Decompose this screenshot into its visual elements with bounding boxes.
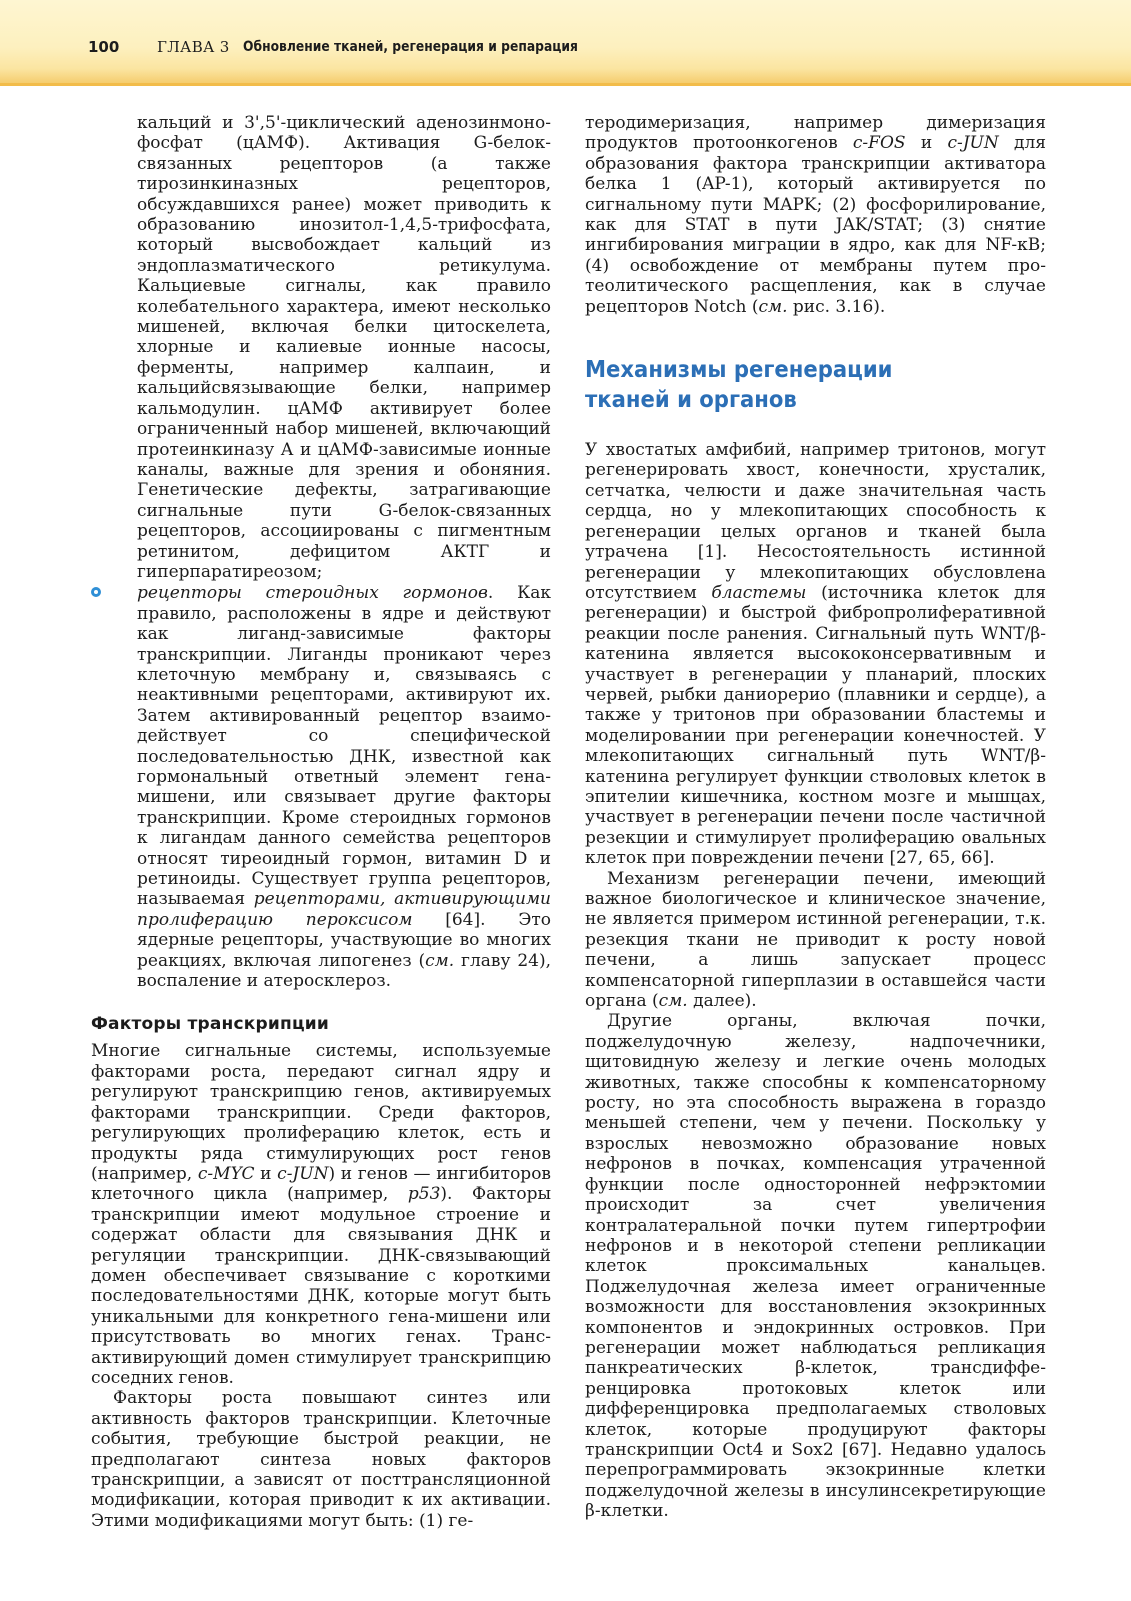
text-run: для образования фактора транскрипции активатора белка 1 (AP-1), который активируется по сигнальному пути MAPK; (2) фосфорилирование, как для STAT в пути JAK/STAT; (3) снятие ингибирования миграции в ядро, как для NF-κB; (4) освобождение от мембраны путем протеолитического расщепления, как в случае рецепторов Notch ( xyxy=(585,133,1046,317)
body-paragraph xyxy=(585,1011,1046,1521)
body-paragraph xyxy=(585,440,1046,869)
text-run: Многие сигнальные системы, используемые факторами роста, передают сигнал ядру и регулируют транскрипцию генов, активируемых факторами транскрипции. Среди факторов, регулирующих пролиферацию клеток, есть и продукты ряда стимулирующих рост генов (например, xyxy=(91,1041,551,1184)
text-run: и xyxy=(905,133,948,154)
italic-run: см. xyxy=(658,991,688,1012)
list-item xyxy=(137,583,551,991)
italic-run: p53 xyxy=(407,1184,441,1205)
italic-run: см. xyxy=(425,950,455,971)
bullet-icon xyxy=(91,587,101,597)
right-column xyxy=(585,113,1046,1522)
text-run: [64]. Это ядерные рецепторы, участвующие во многих реакциях, включая липогенез ( xyxy=(137,909,551,971)
body-paragraph xyxy=(585,869,1046,1012)
chapter-label: ГЛАВА 3 xyxy=(157,38,230,56)
italic-run: c-MYC xyxy=(197,1163,255,1184)
body-paragraph xyxy=(91,1388,551,1531)
text-run: рис. 3.16). xyxy=(787,296,886,317)
section-heading-line: тканей и органов xyxy=(585,387,797,414)
section-heading-line: Механизмы регенерации xyxy=(585,357,893,384)
text-run: кальций и 3',5'-циклический аденозинмонофосфат (цАМФ). Активация G-белок-связанных рецепторов (а также тирозинкиназных рецепторов, обсуждавшихся ранее) может приводить к образованию инозитол-1,4,5-трифосфата, который высвобождает кальций из эндоплазматического ретикулума. Кальциевые сигналы, как правило колебательного характера, имеют несколько мишеней, включая белки цитоскелета, хлорные и калиевые ионные насосы, ферменты, например калпаин, и кальцийсвязывающие белки, например кальмодулин. цАМФ активирует более ограниченный набор мишеней, включающий протеинкиназу А и цАМФ-зависимые ионные каналы, важные для зрения и обоняния. Генетические дефекты, затрагивающие сигнальные пути G-белок-связанных рецепторов, ассоциированы с пигментным ретинитом, дефицитом АКТГ и гиперпаратиреозом; xyxy=(137,113,551,582)
italic-run: c-FOS xyxy=(852,133,906,154)
text-run: и xyxy=(254,1163,278,1184)
italic-run: см. xyxy=(758,296,788,317)
text-run: (источника клеток для регенерации) и быстрой фибропролиферативной реакции после ранения. Сигнальный путь WNT/β-катенина является высококонсервативным и участвует в регенерации у планарий, плоских червей, рыбки даниорерио (плавники и сердце), а также у тритонов при образовании бластемы и моделировании при регенерации конечностей. У млекопитающих сигнальный путь WNT/β-катенина регулирует функции стволовых клеток в эпителии кишечника, костном мозге и мышцах, участвует в регенерации печени после частичной резекции и стимулирует пролиферацию овальных клеток при повреждении печени [27, 65, 66]. xyxy=(585,582,1046,869)
page-header xyxy=(0,0,1131,86)
body-paragraph xyxy=(585,113,1046,317)
text-run: Факторы роста повышают синтез или активность факторов транскрипции. Клеточные события, требующие быстрой реакции, не предполагают синтеза новых факторов транскрипции, а зависят от посттрансляционной модификации, которая приводит к их активации. Этими модификациями могут быть: (1) ге- xyxy=(91,1388,551,1531)
left-column xyxy=(91,113,551,1531)
text-run: главу 24), воспаление и атеросклероз. xyxy=(137,950,552,992)
italic-run: c-JUN xyxy=(277,1163,329,1184)
text-run: далее). xyxy=(687,991,757,1012)
text-run: У хвостатых амфибий, например тритонов, могут регенерировать хвост, конечности, хрусталик, сетчатка, челюсти и даже значительная часть сердца, но у млекопитающих способность к регенерации целых органов и тканей была утрачена [1]. Несостоятельность истинной регенерации у млекопитающих обусловлена отсутствием xyxy=(585,440,1046,603)
text-run: теродимеризация, например димеризация продуктов протоонкогенов xyxy=(585,113,1046,154)
text-run: ). Факторы транскрипции имеют модульное строение и содержат области для связывания ДНК и регуляции транскрипции. ДНК-связывающий домен обеспечивает связывание с короткими последовательностями ДНК, которые могут быть уникальными для конкретного гена-мишени или присутствовать во многих генах. Трансактивирующий домен стимулирует транскрипцию соседних генов. xyxy=(91,1184,551,1388)
italic-run: рецепторами, активирующими пролиферацию пероксисом xyxy=(137,889,551,930)
section-heading xyxy=(585,355,1045,415)
subsection-heading: Факторы транскрипции xyxy=(91,1014,329,1035)
body-paragraph xyxy=(137,113,551,582)
text-run: . Как правило, расположены в ядре и действуют как лиганд-зависимые факторы транскрипции. Лиганды проникают через клеточную мембрану и, связываясь с неактивными рецепторами, активируют их. Затем активированный рецептор взаимодействует со специфической последовательностью ДНК, известной как гормональный ответный элемент гена-мишени, или связывает другие факторы транскрипции. Кроме стероидных гормонов к лигандам данного семейства рецепторов относят тиреоидный гормон, витамин D и ретиноиды. Существует группа рецепторов, называемая xyxy=(137,583,551,910)
text-run: ) и генов — ингибиторов клеточного цикла (например, xyxy=(91,1163,551,1205)
text-run: Другие органы, включая почки, поджелудочную железу, надпочечники, щитовидную железу и легкие очень молодых животных, также способны к компенсаторному росту, но эта способность выражена в гораздо меньшей степени, чем у печени. Поскольку у взрослых невозможно образование новых нефронов в почках, компенсация утраченной функции после односторонней нефрэктомии происходит за счет увеличения контралатеральной почки путем гипертрофии нефронов и в некоторой степени репликации клеток проксимальных канальцев. Поджелудочная железа имеет ограниченные возможности для восстановления экзокринных компонентов и эндокринных островков. При регенерации может наблюдаться репликация панкреатических β-клеток, трансдифференцировка протоковых клеток или дифференцировка предполагаемых стволовых клеток, которые продуцируют факторы транскрипции Oct4 и Sox2 [67]. Недавно удалось перепрограммировать экзокринные клетки поджелудочной железы в инсулинсекретирующие β-клетки. xyxy=(585,1011,1046,1522)
body-paragraph xyxy=(91,1041,551,1388)
list-item-text xyxy=(137,583,551,991)
chapter-title: Обновление тканей, регенерация и репарация xyxy=(243,39,578,55)
page-number: 100 xyxy=(88,38,120,56)
italic-run: c-JUN xyxy=(947,133,999,154)
list-continuation xyxy=(91,113,551,991)
italic-run: рецепторы стероидных гормонов xyxy=(137,583,488,604)
text-run: Механизм регенерации печени, имеющий важное биологическое и клиническое значение, не является примером истинной регенерации, т.к. резекция ткани не приводит к росту новой печени, а лишь запускает процесс компенсаторной гиперплазии в оставшейся части органа ( xyxy=(585,868,1046,1012)
italic-run: бластемы xyxy=(711,582,807,603)
